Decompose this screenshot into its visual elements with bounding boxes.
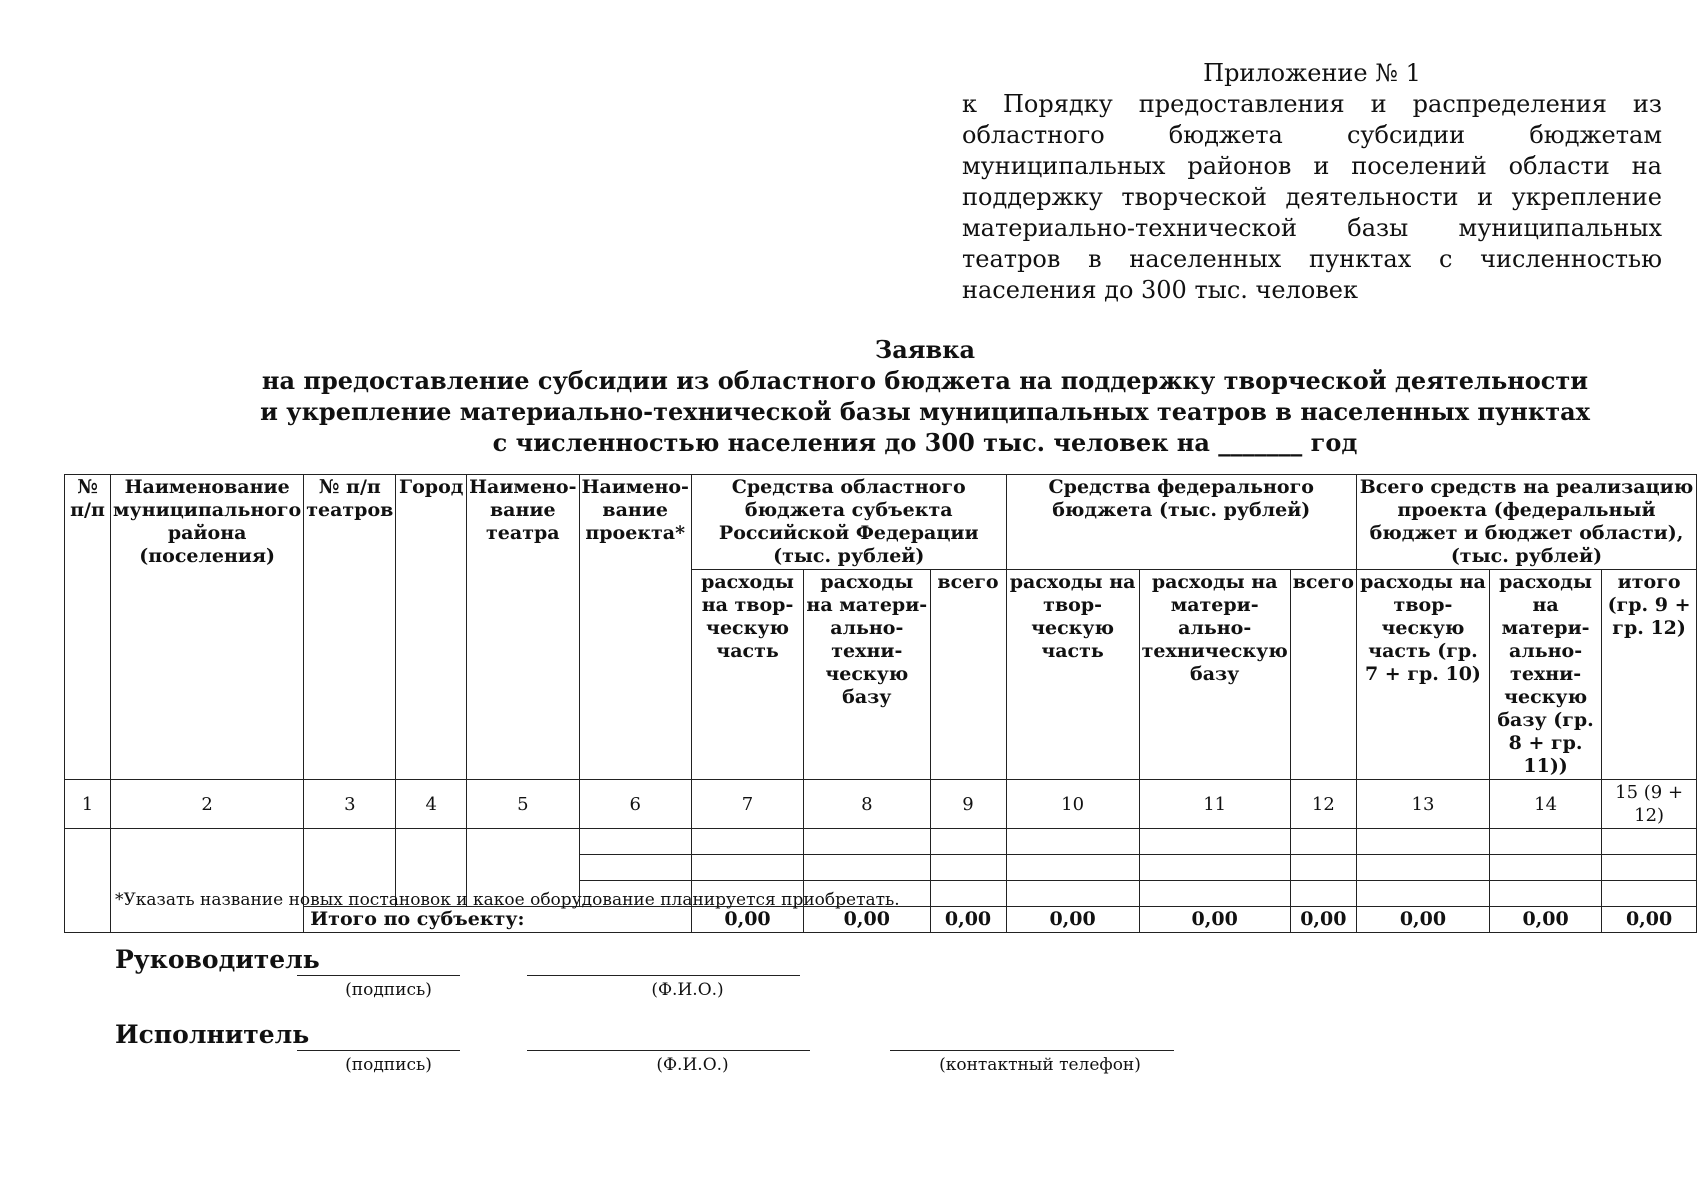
data-row-1 <box>65 829 1697 855</box>
cell-value[interactable] <box>691 829 803 855</box>
column-number: 5 <box>467 780 579 829</box>
document-title <box>60 334 1697 458</box>
cell-value[interactable] <box>1602 881 1697 907</box>
cell-value[interactable] <box>691 855 803 881</box>
cell-value[interactable] <box>1602 829 1697 855</box>
total-row <box>65 907 1697 933</box>
cell-number[interactable] <box>65 829 111 933</box>
column-number: 15 (9 + 12) <box>1602 780 1697 829</box>
cell-value[interactable] <box>1290 855 1356 881</box>
total-value: 0,00 <box>1490 907 1602 933</box>
total-label: Итого по субъекту: <box>304 907 692 933</box>
cell-value[interactable] <box>1139 881 1290 907</box>
cell-value[interactable] <box>1356 829 1489 855</box>
total-value: 0,00 <box>1602 907 1697 933</box>
head-signature-line[interactable] <box>297 975 460 976</box>
footnote: *Указать название новых постановок и какое оборудование планируется приобретать. <box>115 890 900 910</box>
total-value: 0,00 <box>1290 907 1356 933</box>
cell-value[interactable] <box>1006 829 1139 855</box>
column-number: 14 <box>1490 780 1602 829</box>
cell-value[interactable] <box>930 855 1006 881</box>
header-col-15: итого (гр. 9 + гр. 12) <box>1602 570 1697 780</box>
header-col-9: всего <box>930 570 1006 780</box>
column-number: 10 <box>1006 780 1139 829</box>
application-table <box>64 474 1697 933</box>
header-col-10: расходы на твор-ческую часть <box>1006 570 1139 780</box>
cell-value[interactable] <box>1290 829 1356 855</box>
cell-value[interactable] <box>1006 881 1139 907</box>
header-col-4: Город <box>396 475 467 780</box>
total-value: 0,00 <box>691 907 803 933</box>
total-value: 0,00 <box>1356 907 1489 933</box>
header-col-11: расходы на матери-ально-техническую базу <box>1139 570 1290 780</box>
cell-value[interactable] <box>1139 855 1290 881</box>
cell-value[interactable] <box>1139 829 1290 855</box>
header-col-13: расходы на твор-ческую часть (гр. 7 + гр. 10) <box>1356 570 1489 780</box>
column-number: 6 <box>579 780 691 829</box>
executor-label: Исполнитель <box>115 1020 310 1049</box>
column-number: 7 <box>691 780 803 829</box>
appendix-text: к Порядку предоставления и распределения из областного бюджета субсидии бюджетам муниципальных районов и поселений области на поддержку творческой деятельности и укрепление материально-технической базы муниципальных театров в населенных пунктах с численностью населения до 300 тыс. человек <box>962 90 1662 304</box>
header-group-federal: Средства федерального бюджета (тыс. рублей) <box>1006 475 1356 570</box>
cell-value[interactable] <box>1490 829 1602 855</box>
total-value: 0,00 <box>1139 907 1290 933</box>
appendix-heading: Приложение № 1 <box>1203 59 1421 87</box>
header-col-6: Наимено-вание проекта* <box>579 475 691 780</box>
column-number: 8 <box>804 780 930 829</box>
column-number: 9 <box>930 780 1006 829</box>
head-name-caption: (Ф.И.О.) <box>651 980 724 1000</box>
cell-value[interactable] <box>1602 855 1697 881</box>
executor-signature-caption: (подпись) <box>345 1055 432 1075</box>
total-value: 0,00 <box>1006 907 1139 933</box>
header-col-5: Наимено-вание театра <box>467 475 579 780</box>
executor-name-caption: (Ф.И.О.) <box>656 1055 729 1075</box>
cell-value[interactable] <box>1356 855 1489 881</box>
total-value: 0,00 <box>804 907 930 933</box>
cell-project[interactable] <box>579 855 691 881</box>
header-col-12: всего <box>1290 570 1356 780</box>
head-label: Руководитель <box>115 945 320 974</box>
total-value: 0,00 <box>930 907 1006 933</box>
header-col-3: № п/п театров <box>304 475 396 780</box>
header-group-total: Всего средств на реализацию проекта (федеральный бюджет и бюджет области), (тыс. рублей) <box>1356 475 1696 570</box>
header-col-8: расходы на матери-ально-техни-ческую базу <box>804 570 930 780</box>
column-number: 2 <box>111 780 304 829</box>
column-number: 1 <box>65 780 111 829</box>
executor-phone-caption: (контактный телефон) <box>939 1055 1141 1075</box>
head-name-line[interactable] <box>527 975 800 976</box>
cell-value[interactable] <box>930 829 1006 855</box>
cell-project[interactable] <box>579 829 691 855</box>
cell-value[interactable] <box>1490 855 1602 881</box>
cell-value[interactable] <box>1490 881 1602 907</box>
title-line-3: и укрепление материально-технической базы муниципальных театров в населенных пунктах <box>260 397 1590 426</box>
appendix-block <box>962 58 1662 306</box>
cell-value[interactable] <box>1006 855 1139 881</box>
column-number: 4 <box>396 780 467 829</box>
header-col-14: расходы на матери-ально-техни-ческую базу (гр. 8 + гр. 11)) <box>1490 570 1602 780</box>
column-number: 11 <box>1139 780 1290 829</box>
column-number-row <box>65 780 1697 829</box>
head-signature-caption: (подпись) <box>345 980 432 1000</box>
title-line-2: на предоставление субсидии из областного бюджета на поддержку творческой деятельности <box>261 366 1589 395</box>
executor-name-line[interactable] <box>527 1050 810 1051</box>
cell-value[interactable] <box>1356 881 1489 907</box>
cell-value[interactable] <box>804 855 930 881</box>
header-group-regional: Средства областного бюджета субъекта Российской Федерации (тыс. рублей) <box>691 475 1006 570</box>
cell-district[interactable] <box>111 829 304 933</box>
column-number: 12 <box>1290 780 1356 829</box>
header-col-1: № п/п <box>65 475 111 780</box>
cell-value[interactable] <box>804 829 930 855</box>
title-line-1: Заявка <box>874 335 976 364</box>
header-row-1 <box>65 475 1697 570</box>
header-col-7: расходы на твор-ческую часть <box>691 570 803 780</box>
cell-value[interactable] <box>1290 881 1356 907</box>
title-line-4: с численностью населения до 300 тыс. человек на _______ год <box>492 428 1358 457</box>
header-col-2: Наименование муниципального района (поселения) <box>111 475 304 780</box>
executor-phone-line[interactable] <box>890 1050 1174 1051</box>
column-number: 13 <box>1356 780 1489 829</box>
column-number: 3 <box>304 780 396 829</box>
executor-signature-line[interactable] <box>297 1050 460 1051</box>
cell-value[interactable] <box>930 881 1006 907</box>
